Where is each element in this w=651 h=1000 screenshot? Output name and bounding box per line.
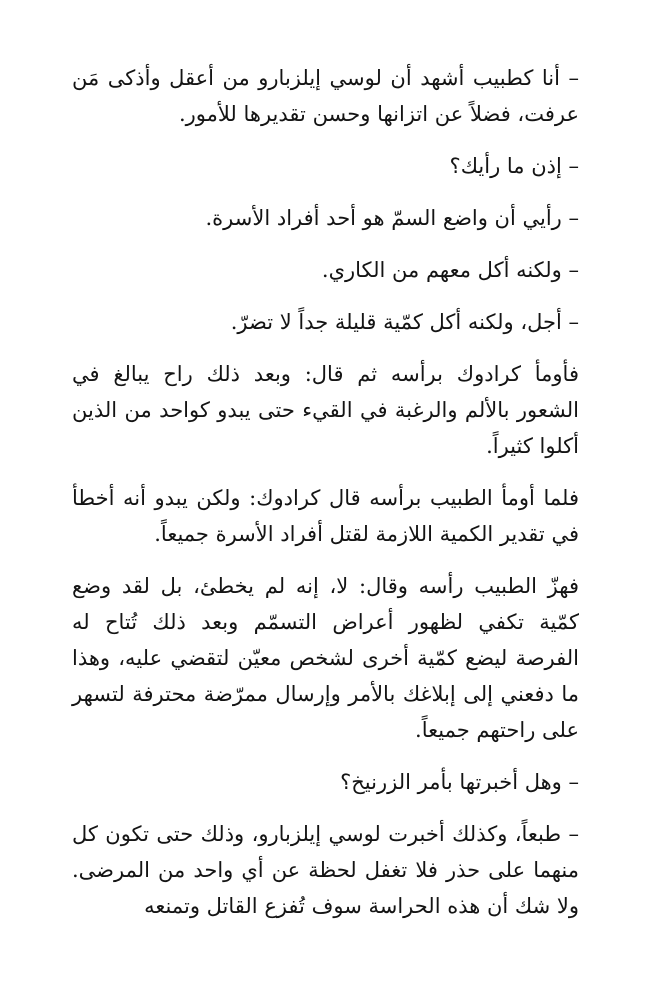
narrative-paragraph-miscalculation: فلما أومأ الطبيب برأسه قال كرادوك: ولكن يبدو أنه أخطأ في تقدير الكمية اللازمة لقتل أفراد الأسرة جميعاً.	[72, 486, 579, 546]
dialogue-line-reply: – أجل، ولكنه أكل كمّية قليلة جداً لا تضرّ.	[230, 310, 579, 334]
dialogue-line-question: – إذن ما رأيك؟	[449, 154, 579, 178]
dialogue-line-doctor-testimony: – أنا كطبيب أشهد أن لوسي إيلزبارو من أعقل وأذكى مَن عرفت، فضلاً عن اتزانها وحسن تقديرها للأمور.	[72, 66, 579, 126]
dialogue-line-arsenic-question: – وهل أخبرتها بأمر الزرنيخ؟	[340, 770, 579, 794]
dialogue-line-opinion: – رأيي أن واضع السمّ هو أحد أفراد الأسرة.	[205, 206, 579, 230]
dialogue-line-final-answer: – طبعاً، وكذلك أخبرت لوسي إيلزبارو، وذلك حتى تكون كل منهما على حذر فلا تغفل لحظة عن أي واحد من المرضى. ولا شك أن هذه الحراسة سوف تُفزع القاتل وتمنعه	[72, 822, 579, 918]
narrative-paragraph-doctor-explanation: فهزّ الطبيب رأسه وقال: لا، إنه لم يخطئ، بل لقد وضع كمّية تكفي لظهور أعراض التسمّم وبعد ذلك تُتاح له الفرصة ليضع كمّية أخرى لشخص معيّن لتقضي عليه، وهذا ما دفعني إلى إبلاغك بالأمر وإرسال ممرّضة محترفة لتسهر على راحتهم جميعاً.	[72, 574, 579, 742]
dialogue-line-objection: – ولكنه أكل معهم من الكاري.	[321, 258, 579, 282]
narrative-paragraph-craddock-nod: فأومأ كرادوك برأسه ثم قال: وبعد ذلك راح يبالغ في الشعور بالألم والرغبة في القيء حتى يبدو كواحد من الذين أكلوا كثيراً.	[72, 362, 579, 458]
